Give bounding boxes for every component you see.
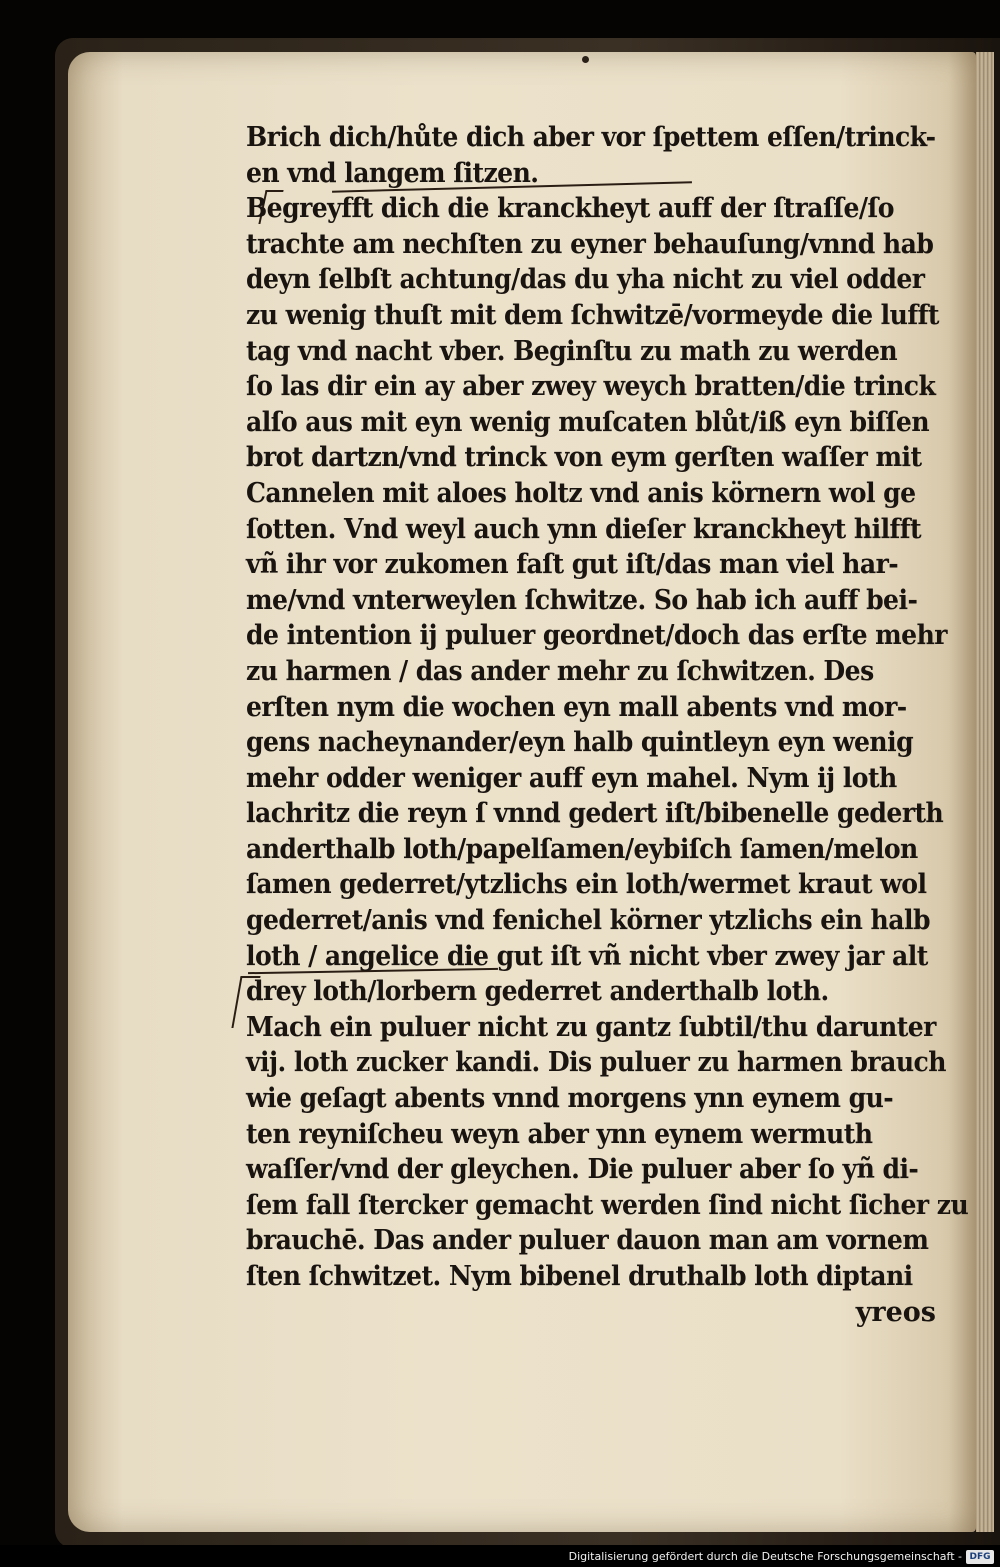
dfg-logo: DFG bbox=[966, 1550, 994, 1564]
text-line: ſten ſchwitzet. Nym bibenel druthalb loth diptani bbox=[246, 1261, 913, 1292]
funding-credit: Digitalisierung gefördert durch die Deutsche Forschungsgemeinschaft - bbox=[568, 1550, 962, 1563]
text-line: vij. loth zucker kandi. Dis puluer zu harmen brauch bbox=[246, 1047, 946, 1079]
text-line: Begreyfft dich die kranckheyt auff der ſtraſſe/ſo bbox=[246, 193, 894, 225]
text-line: en vnd langem ſitzen. bbox=[246, 157, 539, 189]
text-line: tag vnd nacht vber. Beginſtu zu math zu werden bbox=[246, 335, 898, 367]
text-line: brot dartzn/vnd trinck von eym gerſten waſſer mit bbox=[246, 442, 922, 474]
text-line: zu harmen / das ander mehr zu ſchwitzen. Des bbox=[246, 655, 874, 687]
text-line: deyn ſelbſt achtung/das du yha nicht zu viel odder bbox=[246, 264, 925, 296]
text-line: ten reyniſcheu weyn aber ynn eynem wermuth bbox=[246, 1118, 873, 1150]
text-line: ſo las dir ein ay aber zwey weych bratten/die trinck bbox=[246, 371, 936, 403]
text-line: wie geſagt abents vnnd morgens ynn eynem gu- bbox=[246, 1083, 894, 1115]
text-line: alſo aus mit eyn wenig muſcaten blůt/iß eyn biſſen bbox=[246, 406, 930, 438]
text-line: erſten nym die wochen eyn mall abents vnd mor- bbox=[246, 691, 907, 723]
text-line: vñ ihr vor zukomen faſt gut iſt/das man viel har- bbox=[246, 549, 899, 581]
printers-mark bbox=[582, 56, 589, 63]
text-line: gens nacheynander/eyn halb quintleyn eyn wenig bbox=[246, 727, 914, 759]
text-line: loth / angelice die gut iſt vñ nicht vber zwey jar alt bbox=[246, 940, 928, 972]
text-line: waſſer/vnd der gleychen. Die puluer aber ſo yñ di- bbox=[246, 1154, 919, 1186]
footer-bar bbox=[0, 1545, 1000, 1567]
text-line: ſem fall ſtercker gemacht werden ſind nicht ſicher zu bbox=[246, 1189, 969, 1221]
page-stack-edge bbox=[976, 52, 994, 1532]
text-line: trachte am nechſten zu eyner behauſung/vnnd hab bbox=[246, 228, 934, 260]
text-line: ſamen gederret/ytzlichs ein loth/wermet kraut wol bbox=[246, 869, 927, 901]
text-line: brauchē. Das ander puluer dauon man am vornem bbox=[246, 1225, 929, 1257]
text-line: de intention ij puluer geordnet/doch das erſte mehr bbox=[246, 620, 947, 652]
text-line: ſotten. Vnd weyl auch ynn dieſer kranckheyt hilfft bbox=[246, 513, 922, 545]
text-line: gederret/anis vnd fenichel körner ytzlichs ein halb bbox=[246, 905, 930, 937]
text-line: Mach ein puluer nicht zu gantz ſubtil/thu darunter bbox=[246, 1011, 936, 1043]
text-line: drey loth/lorbern gederret anderthalb loth. bbox=[246, 976, 829, 1008]
text-line: Cannelen mit aloes holtz vnd anis körnern wol ge bbox=[246, 477, 916, 509]
text-line: anderthalb loth/papelſamen/eybiſch ſamen/melon bbox=[246, 833, 918, 865]
text-line: zu wenig thuſt mit dem ſchwitzē/vormeyde die lufft bbox=[246, 299, 939, 331]
body-text bbox=[246, 120, 969, 1330]
text-line: me/vnd vnterweylen ſchwitze. So hab ich auff bei- bbox=[246, 584, 918, 616]
text-line: Brich dich/hůte dich aber vor ſpettem eſſen/trinck- bbox=[246, 122, 936, 153]
catchword: yreos bbox=[855, 1296, 936, 1328]
text-line: mehr odder weniger auff eyn mahel. Nym ij loth bbox=[246, 762, 897, 794]
text-line: lachritz die reyn ſ vnnd gedert iſt/bibenelle gederth bbox=[246, 798, 944, 830]
